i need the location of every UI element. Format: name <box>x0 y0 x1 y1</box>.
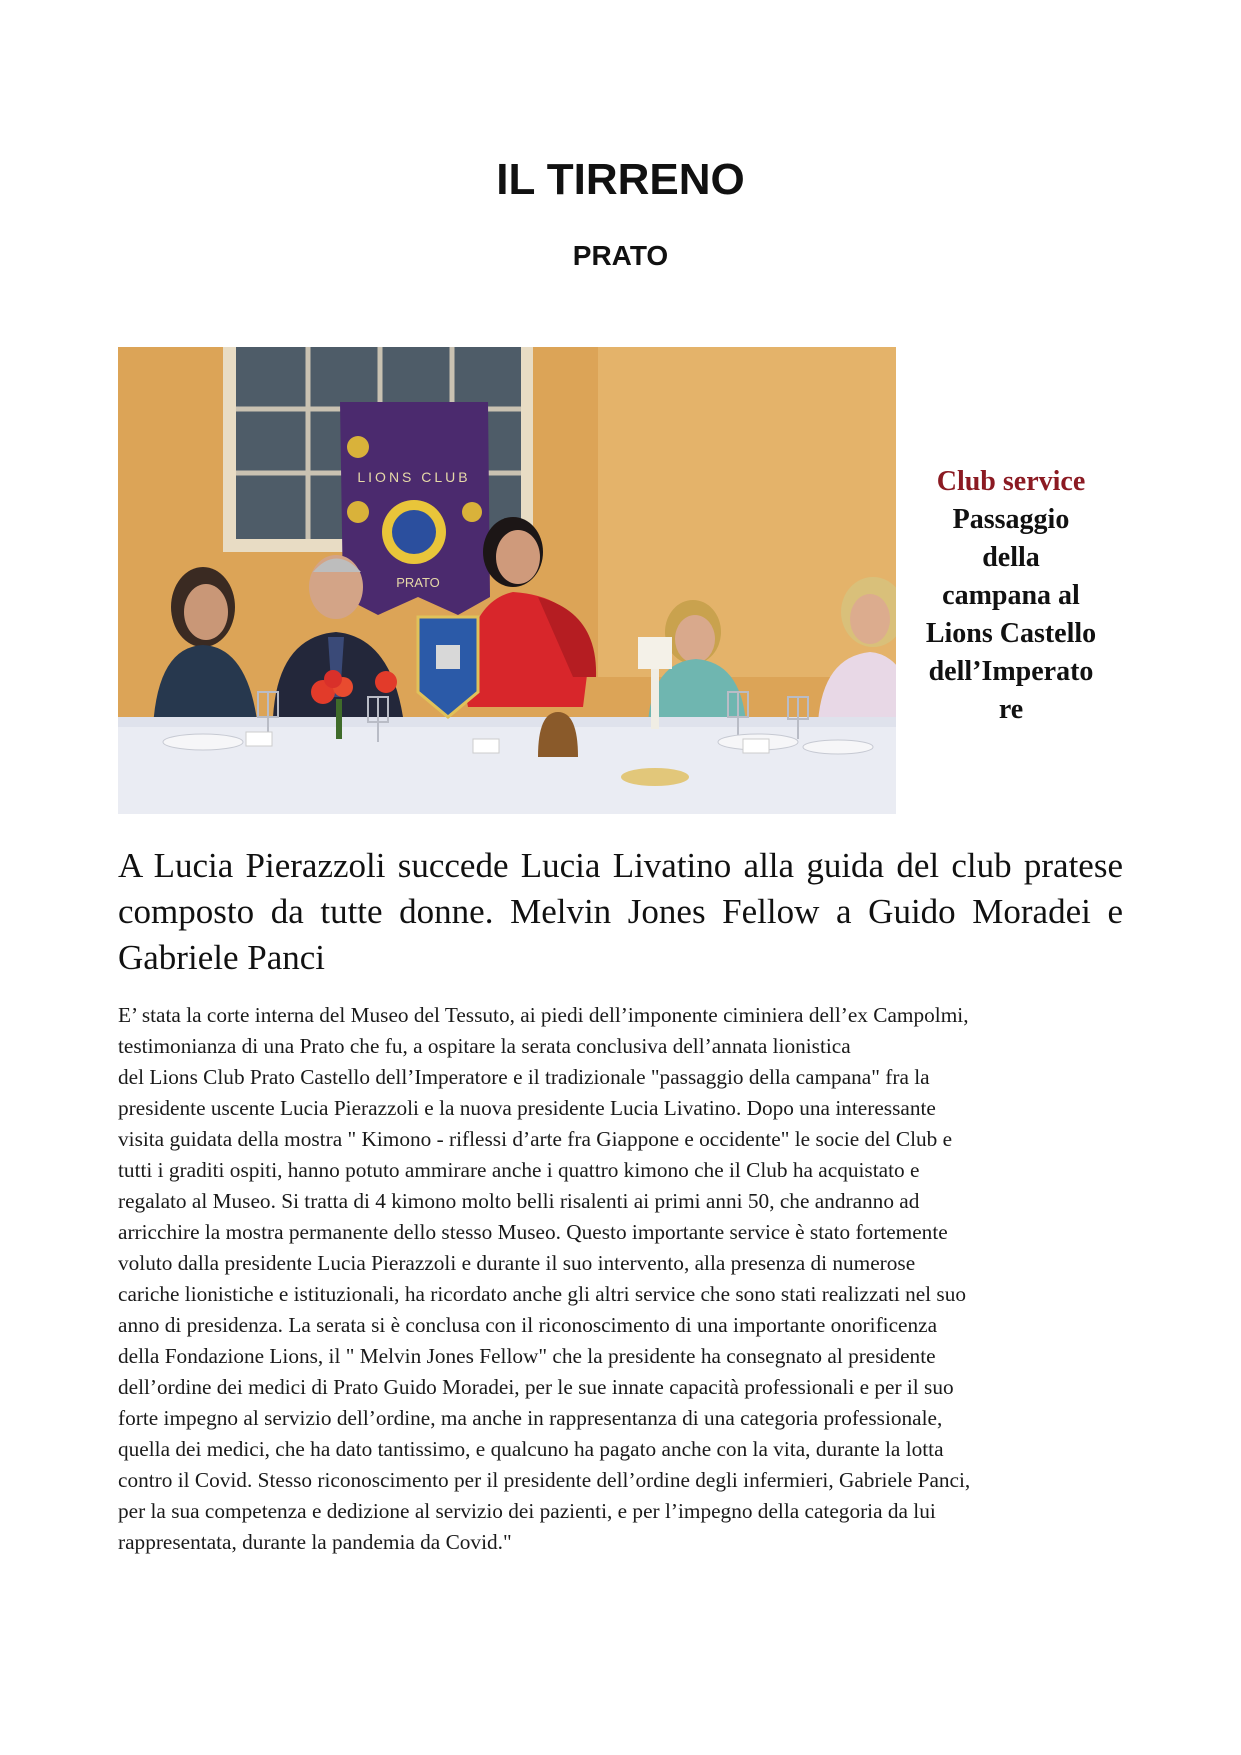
body-line: dell’ordine dei medici di Prato Guido Moradei, per le sue innate capacità professionali e per il suo <box>118 1375 954 1399</box>
body-line: arricchire la mostra permanente dello stesso Museo. Questo importante service è stato fortemente <box>118 1220 948 1244</box>
body-line: testimonianza di una Prato che fu, a ospitare la serata conclusiva dell’annata lionistica <box>118 1034 851 1058</box>
body-line: voluto dalla presidente Lucia Pierazzoli e durante il suo intervento, alla presenza di numerose <box>118 1251 916 1275</box>
body-line: visita guidata della mostra " Kimono - riflessi d’arte fra Giappone e occidente" le socie del Club e <box>118 1127 953 1151</box>
newspaper-name: IL TIRRENO <box>496 155 745 204</box>
sidebar-title-line: Lions Castello <box>925 618 1097 649</box>
banner-text: LIONS CLUB <box>357 469 471 485</box>
banner-bottom-text: PRATO <box>396 575 440 590</box>
sidebar-title-line: della <box>982 542 1040 573</box>
body-line: quella dei medici, che ha dato tantissimo, e qualcuno ha pagato anche con la vita, durante la lotta <box>118 1437 944 1461</box>
body-line: per la sua competenza e dedizione al servizio dei pazienti, e per l’impegno della categoria da lui <box>118 1499 936 1523</box>
body-line: della Fondazione Lions, il " Melvin Jones Fellow" che la presidente ha consegnato al presidente <box>118 1344 936 1368</box>
body-line: forte impegno al servizio dell’ordine, ma anche in rappresentanza di una categoria professionale, <box>118 1406 943 1430</box>
kicker-label: Club service <box>936 466 1086 497</box>
body-line: E’ stata la corte interna del Museo del Tessuto, ai piedi dell’imponente ciminiera dell’ex Campolmi, <box>118 1003 969 1027</box>
body-line: contro il Covid. Stesso riconoscimento per il presidente dell’ordine degli infermieri, Gabriele Panci, <box>118 1468 971 1492</box>
body-line: del Lions Club Prato Castello dell’Imperatore e il tradizionale "passaggio della campana" fra la <box>118 1065 930 1089</box>
section-name: PRATO <box>572 240 669 271</box>
sidebar-title-line: dell’Imperato <box>928 656 1094 687</box>
body-line: presidente uscente Lucia Pierazzoli e la nuova presidente Lucia Livatino. Dopo una interessante <box>118 1096 936 1120</box>
body-line: tutti i graditi ospiti, hanno potuto ammirare anche i quattro kimono che il Club ha acquistato e <box>118 1158 920 1182</box>
body-line: rappresentata, durante la pandemia da Covid." <box>118 1530 512 1554</box>
sidebar-title-line: re <box>998 694 1024 725</box>
article-headline: A Lucia Pierazzoli succede Lucia Livatino alla guida del club pratese composto da tutte donne. Melvin Jones Fellow a Guido Moradei e Gabriele Panci <box>118 846 1123 977</box>
body-line: cariche lionistiche e istituzionali, ha ricordato anche gli altri service che sono stati realizzati nel suo <box>118 1282 966 1306</box>
sidebar-title-line: Passaggio <box>952 504 1070 535</box>
article-photo <box>118 347 896 814</box>
article-body <box>118 1000 1128 1558</box>
body-line: anno di presidenza. La serata si è conclusa con il riconoscimento di una importante onorificenza <box>118 1313 938 1337</box>
sidebar-title-line: campana al <box>942 580 1080 611</box>
sidebar-heading <box>896 463 1126 729</box>
body-line: regalato al Museo. Si tratta di 4 kimono molto belli risalenti ai primi anni 50, che andranno ad <box>118 1189 920 1213</box>
